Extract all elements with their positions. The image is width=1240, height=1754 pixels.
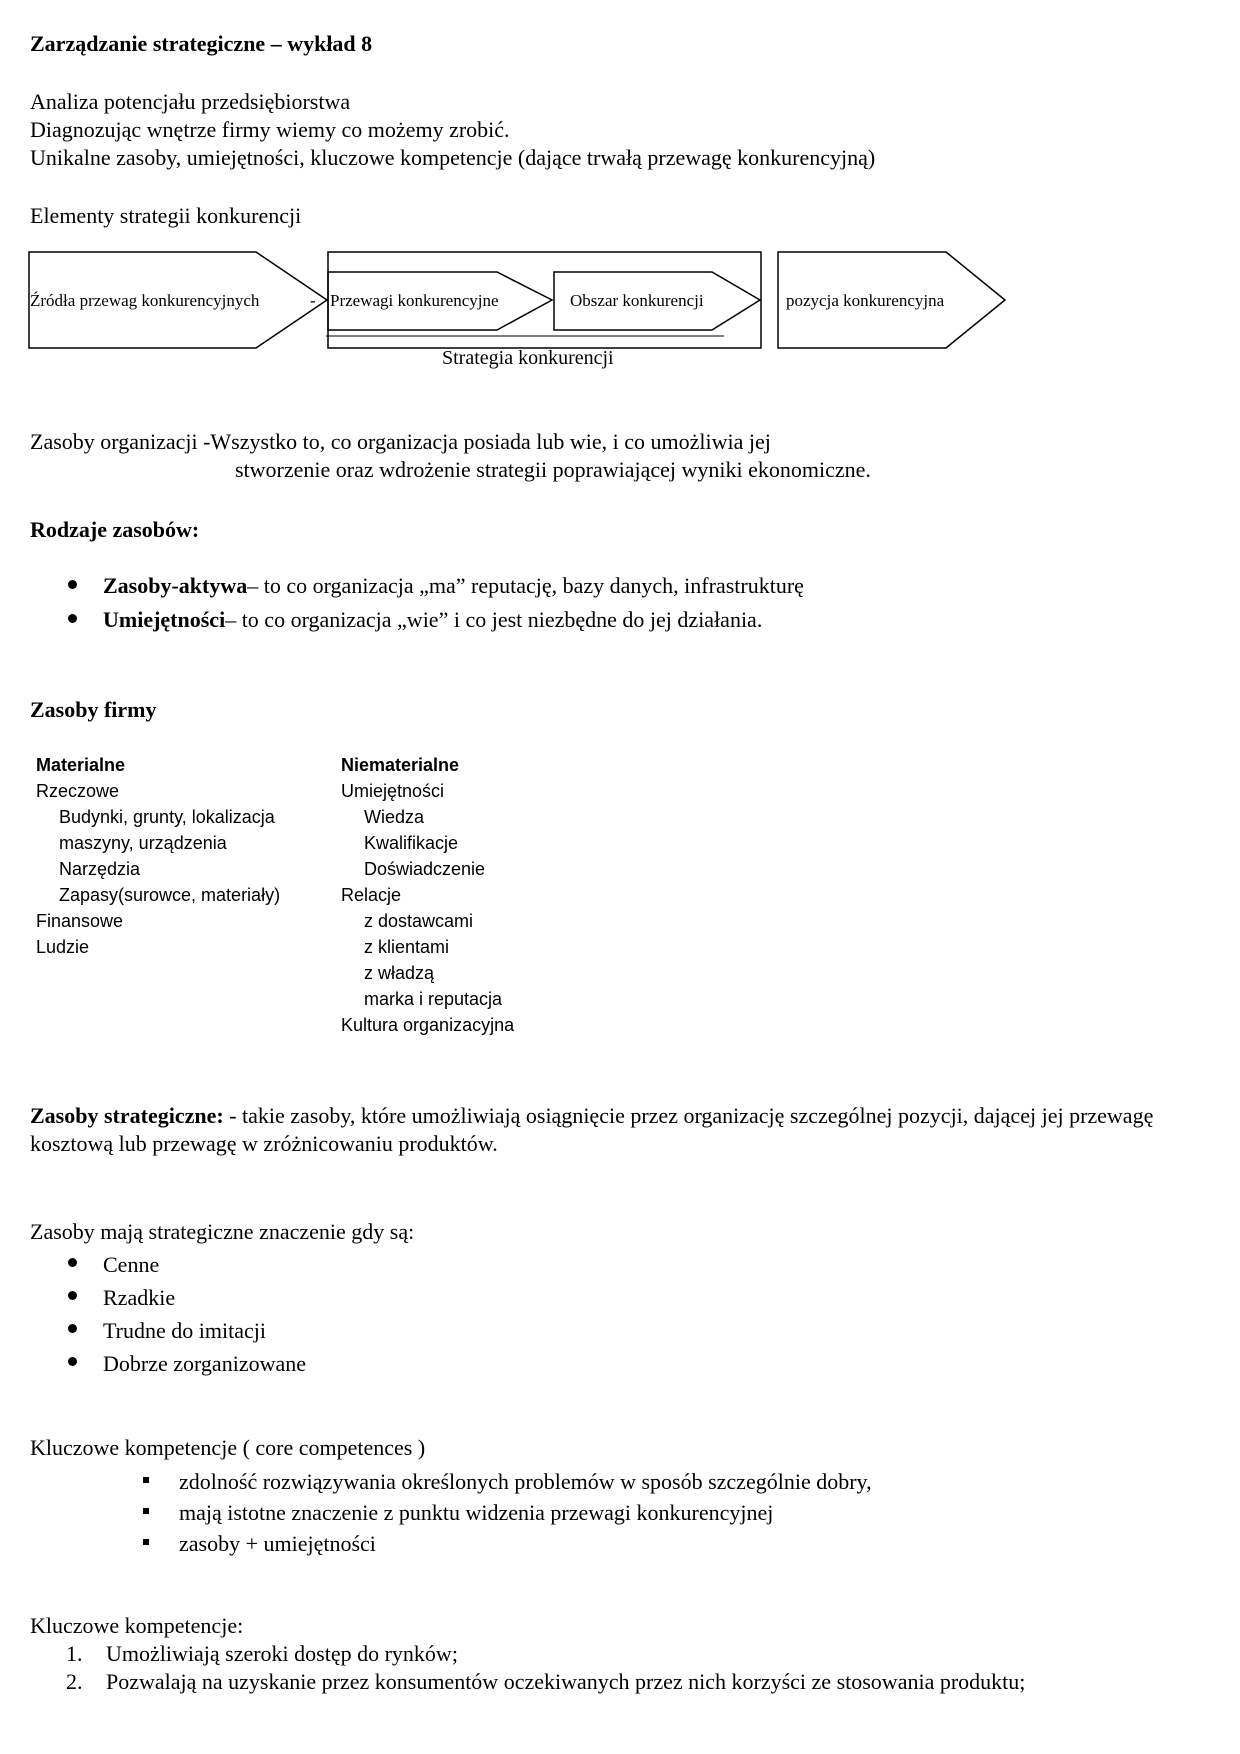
bullet-icon (68, 1324, 77, 1333)
square-bullet-icon (143, 1477, 149, 1483)
strategic-resources-term: Zasoby strategiczne: (30, 1103, 224, 1128)
core-item-text: mają istotne znaczenie z punktu widzenia przewagi konkurencyjnej (179, 1499, 774, 1525)
intangible-header: Niematerialne (341, 755, 460, 775)
core-item (143, 1528, 872, 1559)
types-item-term: Umiejętności (103, 607, 226, 632)
key-competences-heading: Kluczowe kompetencje: (30, 1613, 244, 1638)
significance-item (68, 1281, 306, 1314)
intangible-row: Doświadczenie (364, 859, 486, 879)
tangible-row: Zapasy(surowce, materiały) (59, 885, 281, 905)
box-advantages-label: Przewagi konkurencyjne (330, 291, 499, 310)
bullet-icon (68, 580, 77, 589)
item-text: Pozwalają na uzyskanie przez konsumentów oczekiwanych przez nich korzyści ze stosowania produktu; (106, 1669, 1026, 1694)
bullet-icon (68, 614, 77, 623)
significance-heading: Zasoby mają strategiczne znaczenie gdy są: (30, 1219, 415, 1244)
types-item-text: – to co organizacja „wie” i co jest niezbędne do jej działania. (225, 607, 763, 632)
core-item (143, 1497, 872, 1528)
bullet-icon (68, 1291, 77, 1300)
significance-item-text: Cenne (103, 1251, 160, 1277)
core-item-text: zdolność rozwiązywania określonych problemów w sposób szczególnie dobry, (179, 1468, 872, 1494)
strategic-resources-text: - takie zasoby, które umożliwiają osiągnięcie przez organizację szczególnej pozycji, dającej jej przewagę kosztową lub przewagę w zróżnicowaniu produktów. (30, 1103, 1154, 1156)
tangible-header: Materialne (36, 755, 126, 775)
box-area-label: Obszar konkurencji (570, 291, 704, 310)
core-item (143, 1466, 872, 1497)
core-list (143, 1466, 872, 1559)
types-heading: Rodzaje zasobów: (30, 517, 200, 542)
tangible-row: Rzeczowe (36, 781, 120, 801)
box-position-label: pozycja konkurencyjna (786, 291, 945, 310)
key-competences-item (66, 1668, 1025, 1696)
intro-line-2: Diagnozując wnętrze firmy wiemy co możemy zrobić. (30, 117, 510, 142)
item-text: Umożliwiają szeroki dostęp do rynków; (106, 1641, 458, 1666)
strategy-diagram (0, 240, 1040, 380)
intangible-row: Kwalifikacje (364, 833, 459, 853)
bullet-icon (68, 1258, 77, 1267)
significance-item (68, 1248, 306, 1281)
significance-item-text: Rzadkie (103, 1284, 176, 1310)
intangible-row: z dostawcami (364, 911, 474, 931)
key-competences-item (66, 1640, 1025, 1668)
firm-resources-heading: Zasoby firmy (30, 697, 157, 722)
resources-def-line-1: Zasoby organizacji -Wszystko to, co organizacja posiada lub wie, i co umożliwia jej (30, 429, 771, 454)
significance-item-text: Dobrze zorganizowane (103, 1350, 306, 1376)
intangible-row: z klientami (364, 937, 450, 957)
intro-line-1: Analiza potencjału przedsiębiorstwa (30, 89, 351, 114)
tangible-row: Finansowe (36, 911, 124, 931)
significance-item (68, 1314, 306, 1347)
types-item-1 (68, 572, 804, 600)
arrow-dash: - (310, 291, 316, 310)
intangible-row: marka i reputacja (364, 989, 503, 1009)
types-item-2 (68, 606, 762, 634)
box-sources-label: Źródła przewag konkurencyjnych (30, 291, 260, 310)
types-item-term: Zasoby-aktywa (103, 573, 248, 598)
intangible-row: z władzą (364, 963, 435, 983)
intro-line-3: Unikalne zasoby, umiejętności, kluczowe kompetencje (dające trwałą przewagę konkurencyjną) (30, 145, 876, 170)
intangible-row: Wiedza (364, 807, 425, 827)
item-number: 2. (66, 1669, 83, 1694)
item-number: 1. (66, 1641, 83, 1666)
page-title: Zarządzanie strategiczne – wykład 8 (30, 31, 373, 56)
strategic-resources-paragraph (30, 1102, 1210, 1158)
core-heading: Kluczowe kompetencje ( core competences ) (30, 1435, 426, 1460)
intangible-row: Kultura organizacyjna (341, 1015, 515, 1035)
tangible-row: Narzędzia (59, 859, 141, 879)
significance-item-text: Trudne do imitacji (103, 1317, 266, 1343)
tangible-row: Budynki, grunty, lokalizacja (59, 807, 275, 827)
tangible-column (36, 752, 280, 960)
bullet-icon (68, 1357, 77, 1366)
square-bullet-icon (143, 1539, 149, 1545)
significance-item (68, 1347, 306, 1380)
tangible-row: Ludzie (36, 937, 90, 957)
intangible-column (341, 752, 514, 1038)
key-competences-list (66, 1640, 1025, 1696)
diagram-caption: Strategia konkurencji (442, 347, 614, 369)
square-bullet-icon (143, 1508, 149, 1514)
resources-def-line-2: stworzenie oraz wdrożenie strategii poprawiającej wyniki ekonomiczne. (235, 457, 871, 482)
core-item-text: zasoby + umiejętności (179, 1530, 376, 1556)
intangible-row: Umiejętności (341, 781, 445, 801)
significance-list (68, 1248, 306, 1380)
types-item-text: – to co organizacja „ma” reputację, bazy danych, infrastrukturę (247, 573, 804, 598)
tangible-row: maszyny, urządzenia (59, 833, 227, 853)
intangible-row: Relacje (341, 885, 402, 905)
diagram-heading: Elementy strategii konkurencji (30, 203, 302, 228)
